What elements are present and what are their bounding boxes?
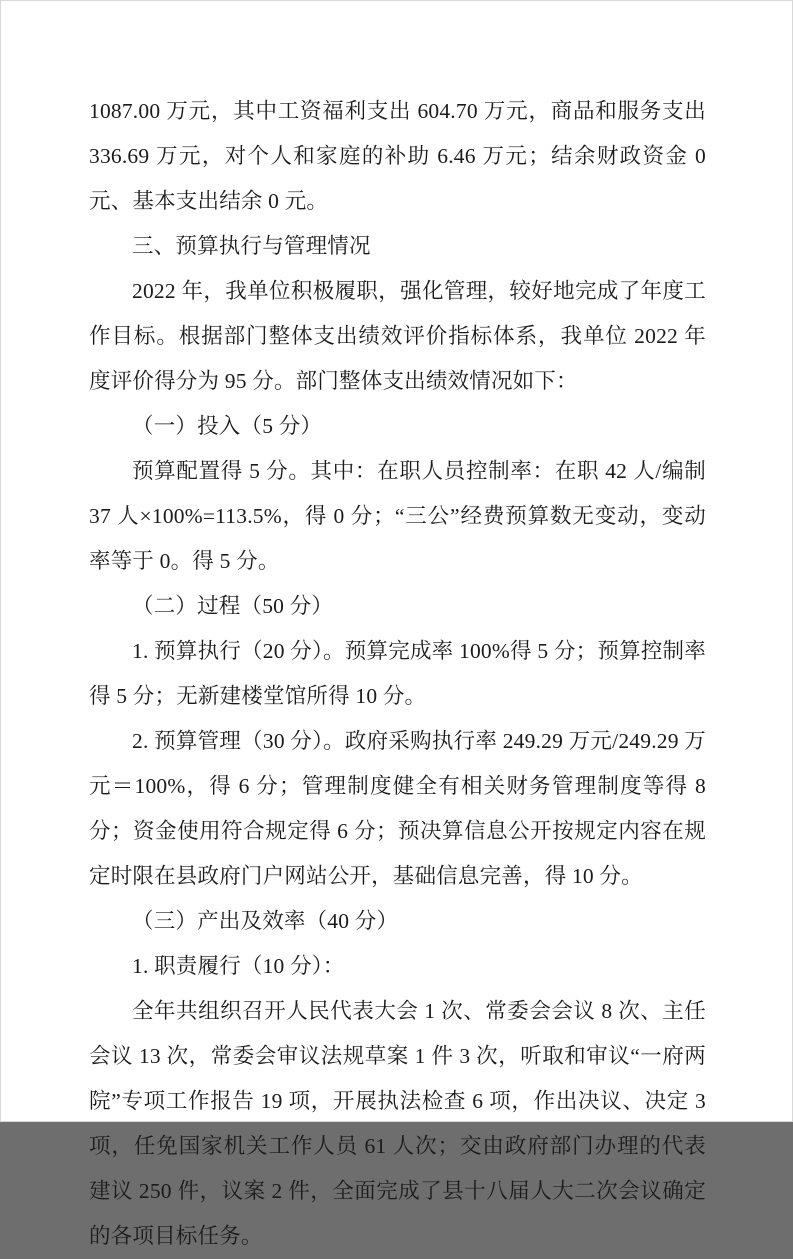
paragraph-item-three-body: 全年共组织召开人民代表大会 1 次、常委会会议 8 次、主任会议 13 次，常委会审议法规草案 1 件 3 次，听取和审议“一府两院”专项工作报告 19 项，开展执法检查 6 项，作出决议、决定 3 项，任免国家机关工作人员 61 人次；交由政府部门办理的代表建议 250 件，议案 2 件，全面完成了县十八届人大二次会议确定的各项目标任务。	[89, 999, 706, 1248]
paragraph-item-two-sub2: 2. 预算管理（30 分）。政府采购执行率 249.29 万元/249.29 万元＝100%，得 6 分；管理制度健全有相关财务管理制度等得 8 分；资金使用符合规定得 6 分；预决算信息公开按规定内容在规定时限在县政府门户网站公开，基础信息完善，得 10 分。	[89, 729, 706, 888]
paragraph-budget-figures: 1087.00 万元，其中工资福利支出 604.70 万元，商品和服务支出 336.69 万元，对个人和家庭的补助 6.46 万元；结余财政资金 0 元、基本支出结余 0 元。	[89, 99, 706, 213]
page-content-area	[89, 89, 706, 1248]
paragraph-item-three-title: （三）产出及效率（40 分）	[132, 909, 399, 933]
document-body	[89, 89, 706, 1259]
paragraph-item-three-sub1: 1. 职责履行（10 分）：	[132, 954, 345, 978]
paragraph-item-two-sub1: 1. 预算执行（20 分）。预算完成率 100%得 5 分；预算控制率得 5 分；无新建楼堂馆所得 10 分。	[89, 639, 706, 708]
paragraph-heading-three: 三、预算执行与管理情况	[132, 234, 371, 258]
paragraph-2022-performance: 2022 年，我单位积极履职，强化管理，较好地完成了年度工作目标。根据部门整体支出绩效评价指标体系，我单位 2022 年度评价得分为 95 分。部门整体支出绩效情况如下：	[89, 279, 706, 393]
paragraph-item-two-title: （二）过程（50 分）	[132, 594, 334, 618]
paragraph-item-one-title: （一）投入（5 分）	[132, 414, 323, 438]
paragraph-item-one-body: 预算配置得 5 分。其中：在职人员控制率：在职 42 人/编制 37 人×100%=113.5%，得 0 分；“三公”经费预算数无变动，变动率等于 0。得 5 分。	[89, 459, 706, 573]
